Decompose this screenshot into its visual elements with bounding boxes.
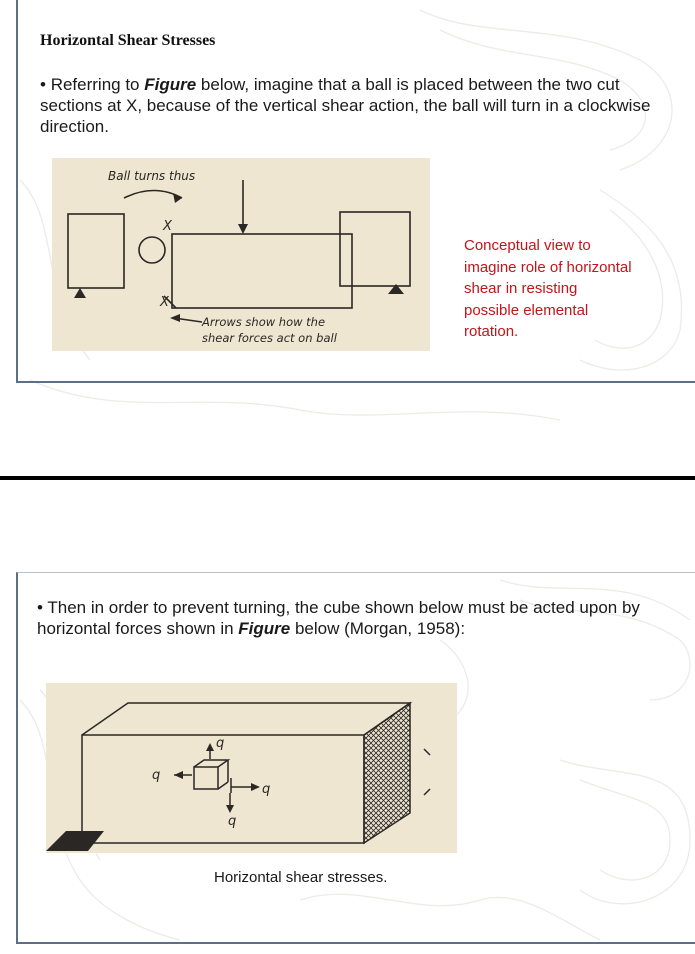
ball-circle xyxy=(139,237,165,263)
q-left-label: q xyxy=(152,768,161,783)
left-support-triangle xyxy=(74,288,86,298)
ball-turns-label: Ball turns thus xyxy=(108,169,196,183)
q-bottom-label: q xyxy=(228,814,237,829)
x-bottom-label: X xyxy=(160,295,169,310)
x-top-label: X xyxy=(163,219,172,234)
beam-top-face xyxy=(82,703,410,735)
shear-cube-figure xyxy=(46,683,457,853)
beam-ball-figure xyxy=(52,158,430,351)
bullet-text-start: Referring to xyxy=(50,75,145,94)
q-right-label: q xyxy=(262,782,271,797)
beam-ball-diagram xyxy=(52,158,430,351)
hatched-end-face xyxy=(364,703,410,843)
figure-emphasis: Figure xyxy=(144,75,197,94)
beam-body xyxy=(172,234,352,308)
q-top-label: q xyxy=(216,736,225,751)
arrows-label-line2: shear forces act on ball xyxy=(202,331,337,345)
right-support-block xyxy=(340,212,410,286)
bullet-dot: • xyxy=(37,598,43,617)
bullet-text-start: Then in order to prevent turning, the cube shown below must be acted upon by horizontal forces shown in xyxy=(37,598,640,638)
left-support-block xyxy=(68,214,124,288)
shear-cube-diagram xyxy=(46,683,457,853)
slide-title: Horizontal Shear Stresses xyxy=(40,32,216,49)
bullet-text-end: below (Morgan, 1958): xyxy=(290,619,466,638)
figure-caption: Horizontal shear stresses. xyxy=(214,869,388,886)
support-block xyxy=(46,831,104,851)
element-cube xyxy=(194,767,218,789)
bullet-text-end: below, imagine that a ball is placed between the two cut sections at X, because of the vertical shear action, the ball will turn in a clockwise direction. xyxy=(40,75,651,136)
arrows-label-line1: Arrows show how the xyxy=(202,315,326,329)
figure-caption-red: Conceptual view to imagine role of horizontal shear in resisting possible elemental rotation. xyxy=(464,237,632,340)
bullet-dot: • xyxy=(40,75,46,94)
figure-emphasis: Figure xyxy=(238,619,291,638)
slide-1-bullet xyxy=(40,74,660,137)
page-separator xyxy=(0,476,695,480)
beam-front-face xyxy=(82,735,364,843)
slide-2-bullet xyxy=(37,597,657,639)
